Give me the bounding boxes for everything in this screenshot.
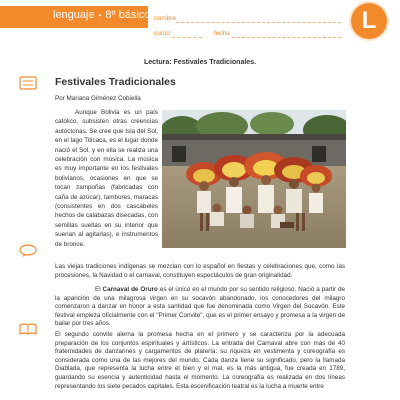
paragraph-carnaval-body: es el único en el mundo por su sentido religioso. Nació a partir de la aparición de una milagrosa virgen en su socavón abandonado, los conocedores del milagro comenzaron a danzar en honor a esta santidad que fue denominada como Virgen del Socavón. Este festival empieza oficialmente con el "Primer Convite", que es el primer ensayo y promesa a la virgen de bailar por tres años.: [55, 286, 345, 328]
paragraph-carnaval: [55, 286, 345, 329]
subject-text: lenguaje: [53, 9, 95, 21]
subject-grade-label: [53, 9, 150, 21]
course-field-label: curso: [154, 30, 170, 37]
reading-label: Lectura: Festivales Tradicionales.: [143, 59, 257, 66]
grade-text: 8º básico: [105, 9, 151, 21]
course-field-line[interactable]: [172, 37, 202, 38]
paragraph-traditions: Las viejas tradiciones indígenas se mezclan con lo español en fiestas y celebraciones que, como las procesiones, la Navidad o el carnaval, constituyen espectáculos de gran originalidad.: [55, 263, 345, 279]
date-field-line[interactable]: [232, 37, 341, 38]
festival-photo: [162, 110, 346, 248]
page-title: Festivales Tradicionales: [55, 76, 176, 88]
intro-paragraph: Aunque Bolivia es un país católico, subsisten otras creencias autóctonas. Se cree que Isla del Sol, en el lago Titicaca, es el lugar donde nació el Sol, y en ella se realiza una celebración con música. La música es muy importante en los festivales bolivianos, ocasiones en que se tocan zampoñas (fabricadas con caña de azúcar), tambores, maracas (consistentes en dos cascabeles hechos de calabazas disecadas, con semillas sueltas en su interior que suenan al agitarlas), e instrumentos de bronce.: [55, 109, 158, 248]
author-byline: Por Mariana Giménez Cobiella: [55, 95, 141, 102]
carnaval-de-oruro-term: Carnaval de Oruro: [102, 286, 158, 293]
speech-bubble-icon: [19, 244, 37, 258]
name-field-line[interactable]: [176, 22, 341, 23]
subject-badge: L: [351, 3, 387, 39]
name-field-label: nombre: [154, 15, 177, 22]
paragraph-segundo-convite: El segundo convite alerna la promesa hecha en el primero y se caracteriza por la adecuada preparación de los conjuntos espirituales y artísticos. La entrada del Carnaval abre con más de 40 fraternidades de danzarines y cargamentos de platería: su riqueza en vestimenta y coreografía es considerada como una de las mejores del mundo. Cada danza tiene su significado, pero la llamada Diablada, que representa la lucha entre el bien y el mal, es la más antigua, fue creada en 1789, guardando su esencia y autenticidad hasta el momento. La coreografía es realizada en dos líneas representando los siete pecados capitales. Esta escenificación teatral es la lucha a muerte entre: [55, 331, 345, 390]
open-book-icon: [19, 322, 37, 336]
subject-separator: •: [98, 11, 102, 20]
paragraph-carnaval-lead: El: [95, 286, 103, 293]
check-list-icon: [19, 76, 37, 90]
date-field-label: fecha: [214, 30, 230, 37]
